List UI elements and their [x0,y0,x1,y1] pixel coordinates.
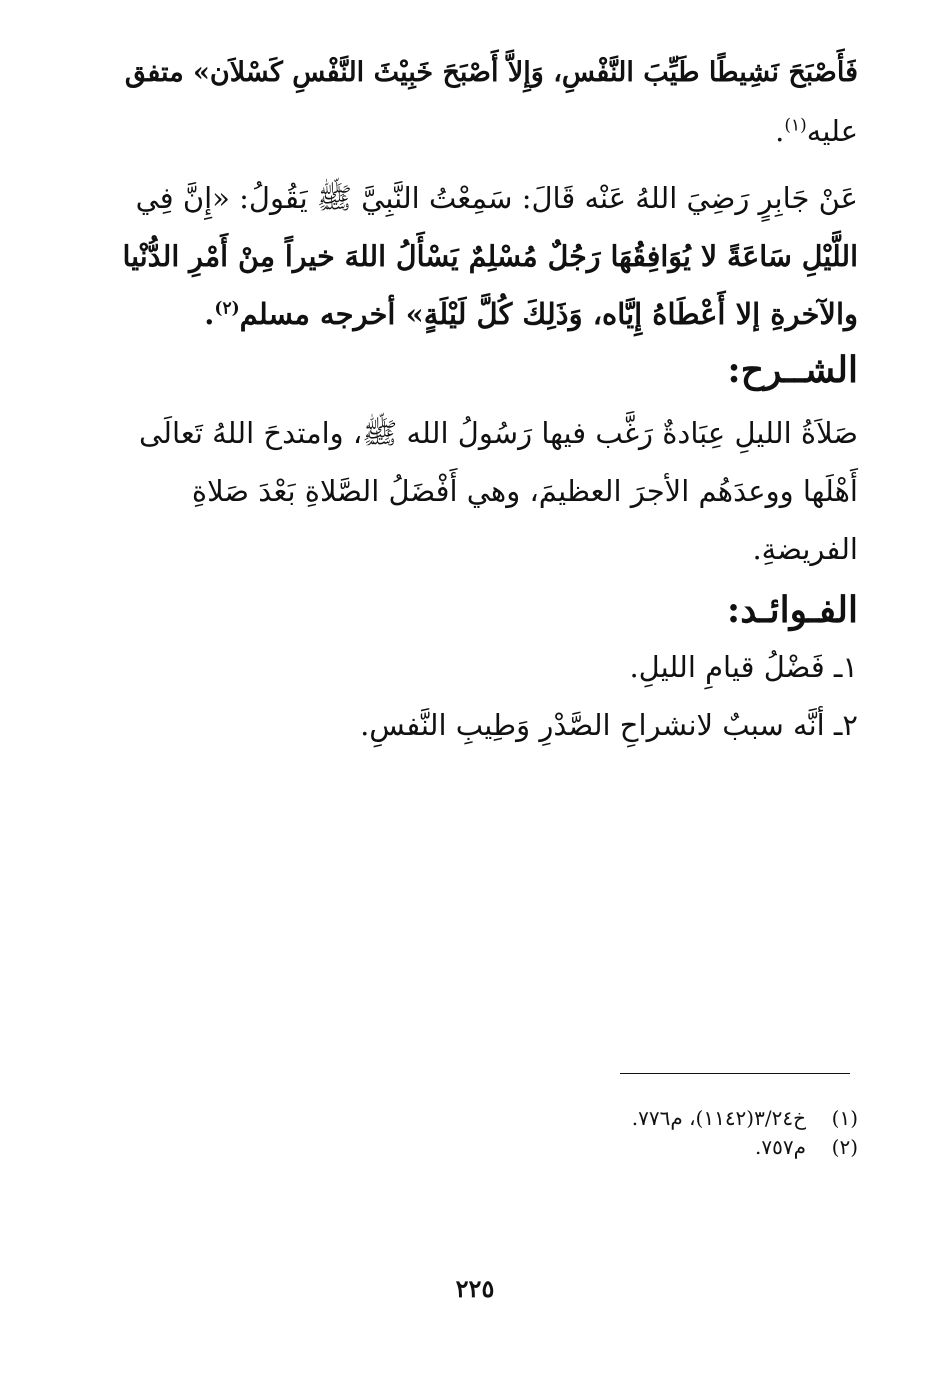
footnote-ref-1: (١) [784,115,807,136]
page-number: ٢٢٥ [455,1274,495,1303]
hadith-2-line-3 [113,285,858,343]
hadith-1-tail [113,44,858,160]
hadith-1-line-2-end: . [775,114,785,148]
footnote-2-number: (٢) [831,1135,858,1159]
fawaid-heading: الفـوائـد: [726,589,858,631]
footnote-separator [620,1073,850,1074]
sharh-heading: الشــرح: [727,349,858,391]
footnote-2-text: م٧٥٧. [755,1135,806,1159]
sharh-line-1: صَلاَةُ الليلِ عِبَادةٌ رَغَّب فيها رَسُولُ الله ﷺ، وامتدحَ اللهُ تَعالَى [139,416,858,450]
fawaid-item-1: ١ـ فَضْلُ قيامِ الليلِ. [629,650,858,684]
footnote-1-text: خ٣/٢٤(١١٤٢)، م٧٧٦. [631,1106,806,1130]
hadith-2 [113,169,858,343]
footnote-2 [632,1133,858,1162]
footnote-1 [632,1104,858,1133]
hadith-2-line-2: اللَّيْلِ سَاعَةً لا يُوَافِقُهَا رَجُلٌ مُسْلِمٌ يَسْأَلُ اللهَ خيراً مِنْ أَمْرِ الدُّنْيا [122,239,858,273]
fawaid-list [113,638,858,754]
footnote-ref-2: (٢) [214,298,240,319]
sharh-line-3: الفريضةِ. [752,532,858,566]
footnotes [632,1104,858,1162]
fawaid-item-2: ٢ـ أنَّه سببٌ لانشراحِ الصَّدْرِ وَطِيبِ النَّفسِ. [360,708,858,742]
hadith-2-line-3-text: والآخرةِ إلا أَعْطَاهُ إِيَّاه، وَذَلِكَ كُلَّ لَيْلَةٍ» أخرجه مسلم [239,297,858,331]
footnote-1-number: (١) [831,1106,858,1130]
sharh-text [113,404,858,578]
hadith-1-line-2 [113,102,858,160]
hadith-2-line-3-end: . [204,297,215,331]
sharh-line-2: أَهْلَها ووعدَهُم الأجرَ العظيمَ، وهي أَفْضَلُ الصَّلاةِ بَعْدَ صَلاةِ [191,474,858,508]
hadith-1-line-1: فَأَصْبَحَ نَشِيطًا طَيِّبَ النَّفْسِ، وَإِلاَّ أَصْبَحَ خَبِيْثَ النَّفْسِ كَسْلاَن» متفق [124,57,858,88]
hadith-2-line-1: عَنْ جَابِرٍ رَضِيَ اللهُ عَنْه قَالَ: سَمِعْتُ النَّبِيَّ ﷺ يَقُولُ: «إِنَّ فِي [135,181,858,215]
hadith-1-line-2-text: عليه [806,114,858,148]
